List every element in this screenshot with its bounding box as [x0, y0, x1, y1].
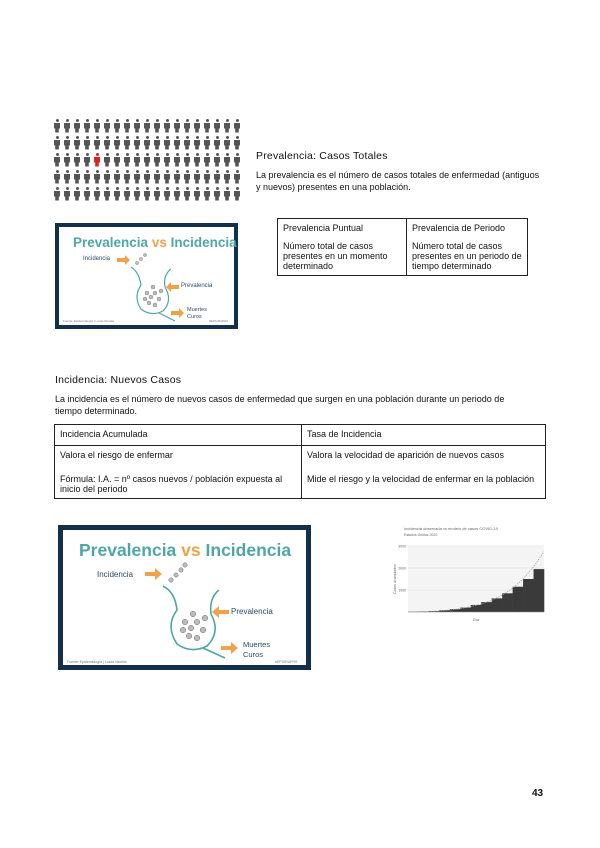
page-number: 43 [532, 788, 544, 799]
person-icon [134, 136, 140, 150]
person-icon [144, 153, 150, 167]
person-icon [224, 119, 230, 133]
prevalence-vs-incidence-slide-small [55, 223, 238, 329]
data-bar [534, 569, 545, 612]
label-muertes: Muertes [187, 307, 207, 313]
person-icon [154, 170, 160, 184]
person-icon [214, 136, 220, 150]
label-incidencia: Incidencia [97, 570, 134, 579]
person-icon [194, 119, 200, 133]
person-icon [54, 136, 60, 150]
chart-title: Incidencia observada vs modelo de casos COVID-19 [404, 526, 498, 531]
person-icon [194, 170, 200, 184]
chart-subtitle: Estados Unidos 2020 [404, 533, 438, 537]
slide-footer-left: Fuente: Epidemiología | Lucas Nicolás [63, 319, 115, 323]
person-icon [104, 153, 110, 167]
label-prevalencia: Prevalencia [231, 607, 273, 616]
person-icon [224, 136, 230, 150]
incidence-definition: La incidencia es el número de nuevos casos de enfermedad que surgen en una población durante un periodo de tiempo determinado. [55, 394, 505, 416]
label-curos: Curos [243, 650, 264, 659]
person-icon [204, 153, 210, 167]
person-icon [124, 170, 130, 184]
person-icon [134, 187, 140, 201]
person-icon [54, 170, 60, 184]
prevalence-heading: Prevalencia: Casos Totales [256, 150, 388, 162]
person-icon [54, 119, 60, 133]
person-icon [194, 153, 200, 167]
person-icon [104, 136, 110, 150]
prevalence-table [277, 218, 528, 276]
person-icon [74, 187, 80, 201]
data-bar [513, 587, 524, 612]
y-tick-label: 1000 [398, 588, 406, 593]
person-icon [164, 187, 170, 201]
person-icon [154, 187, 160, 201]
person-icon [224, 170, 230, 184]
person-icon [104, 170, 110, 184]
person-icon [214, 153, 220, 167]
person-icon [184, 170, 190, 184]
y-tick-label: 3000 [398, 544, 406, 549]
person-icon [214, 119, 220, 133]
label-muertes: Muertes [243, 640, 271, 649]
person-icon [134, 119, 140, 133]
prevalence-table-cell: Prevalencia Puntual Número total de casos presentes en un momento determinado [278, 219, 407, 276]
person-icon [224, 187, 230, 201]
person-icon [114, 153, 120, 167]
person-icon [84, 153, 90, 167]
person-icon [134, 153, 140, 167]
person-icon [154, 119, 160, 133]
person-icon [174, 170, 180, 184]
chart-svg [378, 520, 550, 632]
person-icon [84, 136, 90, 150]
prevalence-definition: La prevalencia es el número de casos totales de enfermedad (antiguos y nuevos) presentes en una población. [256, 170, 540, 192]
incidence-table-header: Tasa de Incidencia [302, 425, 546, 446]
person-icon-highlighted [94, 153, 100, 167]
person-icon [134, 170, 140, 184]
person-icon [194, 187, 200, 201]
person-icon [154, 136, 160, 150]
person-icon [224, 153, 230, 167]
person-icon [74, 119, 80, 133]
person-icon [164, 153, 170, 167]
incidence-heading: Incidencia: Nuevos Casos [55, 374, 182, 386]
person-icon [94, 136, 100, 150]
person-icon [64, 119, 70, 133]
incidence-table-cell: Valora el riesgo de enfermar Fórmula: I.A. = nº casos nuevos / población expuesta al inicio del periodo [55, 446, 302, 499]
person-icon [184, 119, 190, 133]
person-icon [234, 136, 240, 150]
prevalence-table-cell: Prevalencia de Periodo Número total de casos presentes en un periodo de tiempo determinado [407, 219, 528, 276]
person-icon [234, 119, 240, 133]
person-icon [174, 136, 180, 150]
population-pictogram [54, 119, 244, 201]
data-bar [460, 608, 471, 612]
person-icon [144, 187, 150, 201]
data-bar [523, 579, 534, 612]
person-icon [64, 170, 70, 184]
label-prevalencia: Prevalencia [181, 283, 213, 289]
slide-footer-right: #EPIGRAPHS [275, 660, 298, 664]
person-icon [64, 187, 70, 201]
person-icon [184, 187, 190, 201]
person-icon [84, 119, 90, 133]
flask-diagram [59, 227, 234, 325]
y-axis-label: Casos acumulados [393, 564, 397, 594]
person-icon [64, 136, 70, 150]
person-icon [114, 136, 120, 150]
person-icon [204, 119, 210, 133]
slide-footer-left: Fuente: Epidemiología | Lucas Nicolás [67, 660, 127, 664]
person-icon [54, 153, 60, 167]
data-bar [502, 593, 513, 612]
person-icon [184, 136, 190, 150]
person-icon [234, 153, 240, 167]
person-icon [124, 153, 130, 167]
person-icon [214, 187, 220, 201]
data-bar [492, 598, 503, 612]
person-icon [144, 170, 150, 184]
x-axis-label: Día [472, 617, 480, 622]
person-icon [114, 187, 120, 201]
covid-incidence-chart [378, 520, 550, 632]
person-icon [54, 187, 60, 201]
data-bar [471, 605, 482, 612]
person-icon [124, 119, 130, 133]
incidence-table [54, 424, 546, 499]
person-icon [164, 136, 170, 150]
label-incidencia: Incidencia [83, 256, 111, 262]
person-icon [94, 187, 100, 201]
person-icon [144, 119, 150, 133]
person-icon [74, 136, 80, 150]
person-icon [114, 119, 120, 133]
person-icon [204, 136, 210, 150]
person-icon [204, 187, 210, 201]
person-icon [174, 119, 180, 133]
person-icon [234, 187, 240, 201]
person-icon [104, 187, 110, 201]
person-icon [84, 170, 90, 184]
slide-title: Prevalencia vs Incidencia [79, 540, 292, 560]
slide-title: Prevalencia vs Incidencia [73, 235, 237, 250]
person-icon [204, 170, 210, 184]
slide-footer-right: #EPIGRAPHS [209, 319, 229, 323]
person-icon [234, 170, 240, 184]
person-icon [104, 119, 110, 133]
person-icon [184, 153, 190, 167]
person-icon [124, 187, 130, 201]
person-icon [94, 170, 100, 184]
person-icon [74, 170, 80, 184]
person-icon [94, 119, 100, 133]
person-icon [114, 170, 120, 184]
prevalence-vs-incidence-slide-large [58, 525, 311, 670]
label-curos: Curos [187, 314, 202, 320]
person-icon [164, 170, 170, 184]
person-icon [84, 187, 90, 201]
incidence-table-cell: Valora la velocidad de aparición de nuevos casos Mide el riesgo y la velocidad de enfermar en la población [302, 446, 546, 499]
incidence-table-header: Incidencia Acumulada [55, 425, 302, 446]
person-icon [194, 136, 200, 150]
person-icon [214, 170, 220, 184]
person-icon [64, 153, 70, 167]
y-tick-label: 2000 [398, 566, 406, 571]
person-icon [144, 136, 150, 150]
person-icon [74, 153, 80, 167]
person-icon [174, 153, 180, 167]
person-icon [154, 153, 160, 167]
person-icon [164, 119, 170, 133]
person-icon [124, 136, 130, 150]
person-icon [174, 187, 180, 201]
